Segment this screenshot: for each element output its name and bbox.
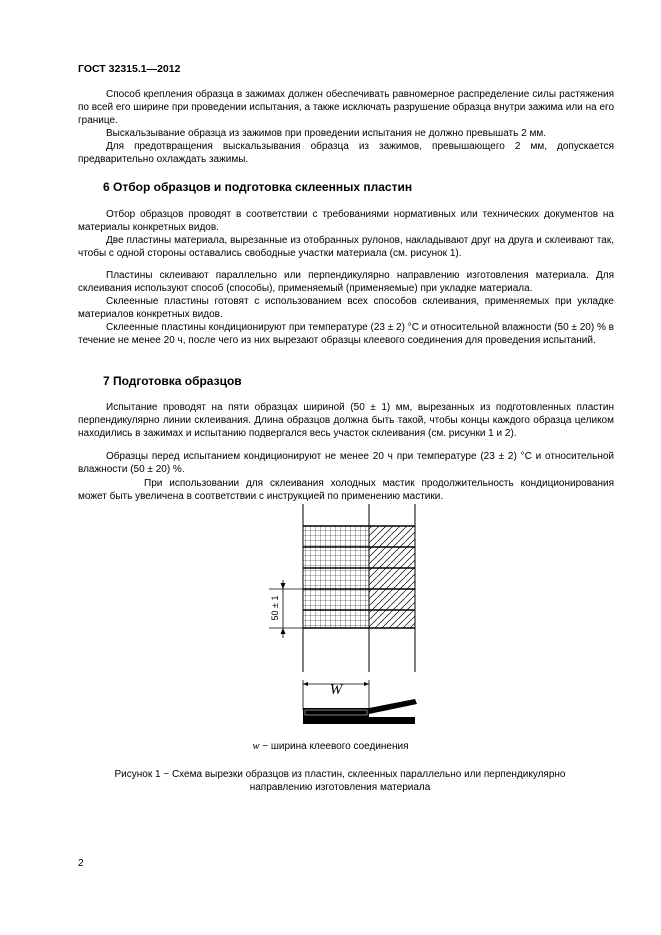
figure-caption: Рисунок 1 − Схема вырезки образцов из пластин, склеенных параллельно или перпендикулярно направлению изготовления материала — [114, 769, 566, 793]
w-label: W — [329, 682, 343, 698]
paragraph-cooling: Для предотвращения выскальзывания образца из зажимов, превышающего 2 мм, допускается предварительно охлаждать зажимы. — [78, 141, 614, 165]
paragraph-glue-direction: Пластины склеивают параллельно или перпендикулярно направлению изготовления материала. Для склеивания используют способ (способы), применяемый (применяемые) при укладке материала. — [78, 270, 614, 294]
paragraph-clamp-method: Способ крепления образца в зажимах должен обеспечивать равномерное распределение силы растяжения по всей его ширине при проведении испытания, а также исключать разрушение образца внутри зажима или на его границе. — [78, 89, 614, 126]
section-6-heading: 6 Отбор образцов и подготовка склеенных пластин — [103, 180, 413, 194]
figure-legend — [0, 741, 661, 752]
dimension-label: 50 ± 1 — [270, 595, 280, 621]
paragraph-conditioning-plates: Склеенные пластины кондиционируют при температуре (23 ± 2) °С и относительной влажности (50 ± 20) % в течение не менее 20 ч, после чего из них вырезают образцы клеевого соединения для проведения испытаний. — [78, 322, 614, 346]
document-header: ГОСТ 32315.1—2012 — [78, 63, 181, 75]
figure-1-diagram — [265, 500, 425, 735]
paragraph-five-samples: Испытание проводят на пяти образцах шириной (50 ± 1) мм, вырезанных из подготовленных пластин перпендикулярно линии склеивания. Длина образцов должна быть такой, чтобы концы каждого образца целиком находились в зажимах и испытанию подвергался весь участок склеивания (см. рисунки 1 и 2). — [78, 402, 614, 439]
section-7-heading: 7 Подготовка образцов — [103, 374, 242, 388]
paragraph-cold-mastic: При использовании для склеивания холодных мастик продолжительность кондиционирования может быть увеличена в соответствии с инструкцией по применению мастики. — [78, 478, 614, 502]
paragraph-slippage: Выскальзывание образца из зажимов при проведении испытания не должно превышать 2 мм. — [106, 128, 546, 139]
page-number: 2 — [78, 858, 84, 869]
paragraph-two-plates: Две пластины материала, вырезанные из отобранных рулонов, накладывают друг на друга и склеивают так, чтобы с одной стороны оставались свободные участки материала (см. рисунок 1). — [78, 235, 614, 259]
paragraph-sampling: Отбор образцов проводят в соответствии с требованиями нормативных или технических документов на материалы конкретных видов. — [78, 209, 614, 233]
legend-text: − ширина клеевого соединения — [259, 741, 409, 752]
legend-symbol: w — [252, 741, 260, 752]
paragraph-glue-methods: Склеенные пластины готовят с использованием всех способов склеивания, применяемых при укладке материалов конкретных видов. — [78, 296, 614, 320]
paragraph-conditioning-samples: Образцы перед испытанием кондиционируют не менее 20 ч при температуре (23 ± 2) °С и относительной влажности (50 ± 20) %. — [78, 451, 614, 475]
